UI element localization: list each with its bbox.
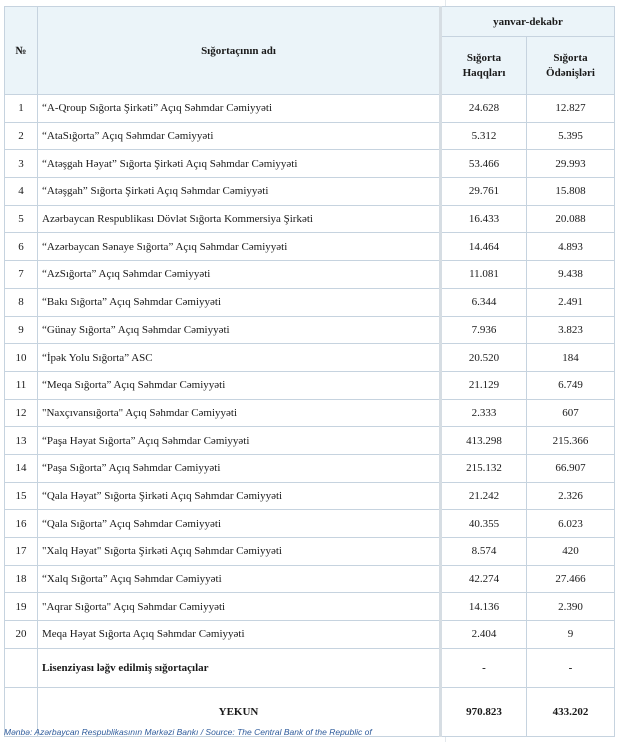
- cell-number: 16: [5, 510, 38, 538]
- cell-premiums: 2.333: [441, 399, 527, 427]
- cell-number: 8: [5, 288, 38, 316]
- header-number: №: [5, 7, 38, 95]
- cell-payments: 9: [527, 621, 615, 649]
- cell-premiums: 5.312: [441, 122, 527, 150]
- cell-premiums: 11.081: [441, 261, 527, 289]
- cell-number: 18: [5, 565, 38, 593]
- cell-payments: 420: [527, 538, 615, 566]
- cell-payments: 3.823: [527, 316, 615, 344]
- cell-number: 4: [5, 178, 38, 206]
- header-period: yanvar-dekabr: [441, 7, 615, 37]
- table-row: [5, 95, 615, 123]
- table-row: [5, 150, 615, 178]
- table-row: [5, 565, 615, 593]
- table-row: [5, 482, 615, 510]
- cell-insurer-name: “Azərbaycan Sənaye Sığorta” Açıq Səhmdar Cəmiyyəti: [38, 233, 441, 261]
- cell-premiums: 21.242: [441, 482, 527, 510]
- cell-insurer-name: Azərbaycan Respublikası Dövlət Sığorta Kommersiya Şirkəti: [38, 205, 441, 233]
- cell-premiums: 24.628: [441, 95, 527, 123]
- cell-insurer-name: “AtaSığorta” Açıq Səhmdar Cəmiyyəti: [38, 122, 441, 150]
- cell-payments: 27.466: [527, 565, 615, 593]
- cell-number: 6: [5, 233, 38, 261]
- cell-payments: 215.366: [527, 427, 615, 455]
- cell-premiums: 2.404: [441, 621, 527, 649]
- cell-payments: 2.390: [527, 593, 615, 621]
- table-row-licensed-revoked: [5, 648, 615, 687]
- cell-payments: 20.088: [527, 205, 615, 233]
- cell-number: 3: [5, 150, 38, 178]
- cell-premiums: 8.574: [441, 538, 527, 566]
- cell-total-label: YEKUN: [38, 687, 441, 736]
- cell-insurer-name: “Qala Sığorta” Açıq Səhmdar Cəmiyyəti: [38, 510, 441, 538]
- cell-number: 13: [5, 427, 38, 455]
- table-body: [5, 95, 615, 737]
- cell-number: 5: [5, 205, 38, 233]
- cell-insurer-name: “Xalq Sığorta” Açıq Səhmdar Cəmiyyəti: [38, 565, 441, 593]
- table-row: [5, 399, 615, 427]
- cell-number: 15: [5, 482, 38, 510]
- cell-payments: 5.395: [527, 122, 615, 150]
- cell-number: 9: [5, 316, 38, 344]
- table-row: [5, 621, 615, 649]
- cell-insurer-name: Lisenziyası ləğv edilmiş sığortaçılar: [38, 648, 441, 687]
- cell-number: [5, 648, 38, 687]
- cell-payments: 66.907: [527, 454, 615, 482]
- table-row: [5, 316, 615, 344]
- cell-premiums: 413.298: [441, 427, 527, 455]
- cell-premiums: 215.132: [441, 454, 527, 482]
- cell-payments: 2.326: [527, 482, 615, 510]
- cell-premiums: 14.136: [441, 593, 527, 621]
- cell-insurer-name: “Bakı Sığorta” Açıq Səhmdar Cəmiyyəti: [38, 288, 441, 316]
- cell-number: 1: [5, 95, 38, 123]
- cell-payments: 6.023: [527, 510, 615, 538]
- cell-number: 7: [5, 261, 38, 289]
- cell-total-premiums: 970.823: [441, 687, 527, 736]
- cell-insurer-name: “A-Qroup Sığorta Şirkəti” Açıq Səhmdar Cəmiyyəti: [38, 95, 441, 123]
- cell-premiums: 21.129: [441, 371, 527, 399]
- cell-payments: 29.993: [527, 150, 615, 178]
- source-note: Mənbə: Azərbaycan Respublikasının Mərkəzi Bankı / Source: The Central Bank of the Republic of: [4, 727, 372, 737]
- cell-premiums: 16.433: [441, 205, 527, 233]
- cell-payments: 12.827: [527, 95, 615, 123]
- cell-insurer-name: “Atəşgah” Sığorta Şirkəti Açıq Səhmdar Cəmiyyəti: [38, 178, 441, 206]
- cell-total-payments: 433.202: [527, 687, 615, 736]
- cell-number: 10: [5, 344, 38, 372]
- cell-premiums: 14.464: [441, 233, 527, 261]
- table-row: [5, 261, 615, 289]
- cell-number: 20: [5, 621, 38, 649]
- cell-premiums: 40.355: [441, 510, 527, 538]
- table-row: [5, 288, 615, 316]
- cell-insurer-name: Meqa Həyat Sığorta Açıq Səhmdar Cəmiyyəti: [38, 621, 441, 649]
- cell-insurer-name: “İpək Yolu Sığorta” ASC: [38, 344, 441, 372]
- cell-premiums: -: [441, 648, 527, 687]
- insurance-table: [4, 6, 615, 737]
- table-row: [5, 454, 615, 482]
- cell-insurer-name: “Atəşgah Həyat” Sığorta Şirkəti Açıq Səhmdar Cəmiyyəti: [38, 150, 441, 178]
- cell-premiums: 20.520: [441, 344, 527, 372]
- table-row: [5, 233, 615, 261]
- cell-insurer-name: “Paşa Sığorta” Açıq Səhmdar Cəmiyyəti: [38, 454, 441, 482]
- header-insurer-name: Sığortaçının adı: [38, 7, 441, 95]
- cell-payments: 607: [527, 399, 615, 427]
- cell-number: 2: [5, 122, 38, 150]
- cell-number: 14: [5, 454, 38, 482]
- header-premiums: Sığorta Haqqları: [441, 37, 527, 95]
- cell-insurer-name: “Paşa Həyat Sığorta” Açıq Səhmdar Cəmiyyəti: [38, 427, 441, 455]
- cell-number: 11: [5, 371, 38, 399]
- cell-payments: 4.893: [527, 233, 615, 261]
- cell-insurer-name: "Naxçıvansığorta" Açıq Səhmdar Cəmiyyəti: [38, 399, 441, 427]
- cell-payments: 6.749: [527, 371, 615, 399]
- table-row: [5, 538, 615, 566]
- table-row: [5, 178, 615, 206]
- table-row: [5, 593, 615, 621]
- cell-number: 17: [5, 538, 38, 566]
- cell-insurer-name: "Aqrar Sığorta" Açıq Səhmdar Cəmiyyəti: [38, 593, 441, 621]
- table-row: [5, 510, 615, 538]
- cell-payments: -: [527, 648, 615, 687]
- cell-premiums: 42.274: [441, 565, 527, 593]
- cell-payments: 9.438: [527, 261, 615, 289]
- table-row: [5, 371, 615, 399]
- cell-premiums: 6.344: [441, 288, 527, 316]
- cell-insurer-name: “Meqa Sığorta” Açıq Səhmdar Cəmiyyəti: [38, 371, 441, 399]
- cell-payments: 184: [527, 344, 615, 372]
- table-row: [5, 122, 615, 150]
- cell-insurer-name: "Xalq Həyat" Sığorta Şirkəti Açıq Səhmdar Cəmiyyəti: [38, 538, 441, 566]
- table-row: [5, 205, 615, 233]
- cell-premiums: 7.936: [441, 316, 527, 344]
- table-row: [5, 427, 615, 455]
- cell-payments: 2.491: [527, 288, 615, 316]
- table-row: [5, 344, 615, 372]
- cell-premiums: 29.761: [441, 178, 527, 206]
- cell-insurer-name: “AzSığorta” Açıq Səhmdar Cəmiyyəti: [38, 261, 441, 289]
- cell-payments: 15.808: [527, 178, 615, 206]
- cell-insurer-name: “Günay Sığorta” Açıq Səhmdar Cəmiyyəti: [38, 316, 441, 344]
- cell-number: 19: [5, 593, 38, 621]
- cell-insurer-name: “Qala Həyat” Sığorta Şirkəti Açıq Səhmdar Cəmiyyəti: [38, 482, 441, 510]
- header-payments: Sığorta Ödənişləri: [527, 37, 615, 95]
- cell-number: 12: [5, 399, 38, 427]
- cell-premiums: 53.466: [441, 150, 527, 178]
